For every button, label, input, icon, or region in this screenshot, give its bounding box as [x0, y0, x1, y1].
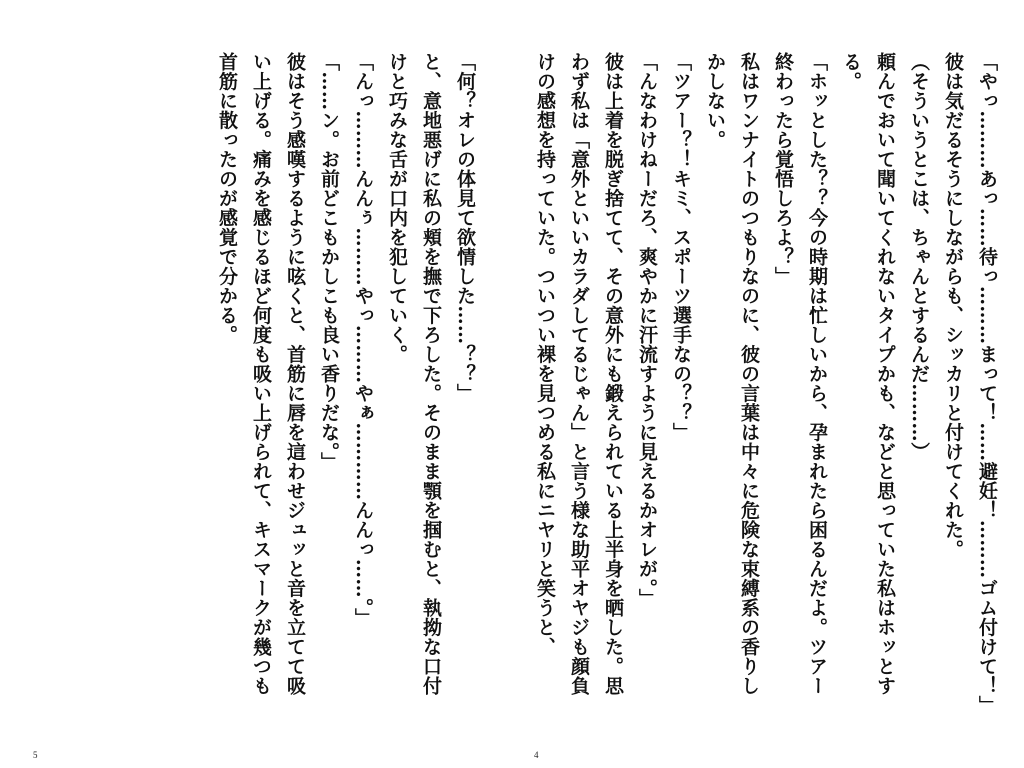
- paragraph: 「んなわけねーだろ、爽やかに汗流すように見えるかオレが。」: [636, 52, 658, 608]
- paragraph: 「んっ………んんぅ………やっ………やぁ…………んんっ……。」: [352, 52, 374, 628]
- paragraph: と、意地悪げに私の頬を撫で下ろした。そのまま顎を掴むと、執拗な口付けと巧みな舌が口内を犯していく。: [386, 52, 442, 696]
- paragraph: （そういうとこは、ちゃんとするんだ………）: [908, 52, 930, 462]
- paragraph: 彼はそう感嘆するように呟くと、首筋に唇を這わせジュッと音を立てて吸い上げる。痛みを感じるほど何度も吸い上げられて、キスマークが幾つも首筋に散ったのが感覚で分かる。: [216, 52, 306, 696]
- paragraph: 彼は気だるそうにしながらも、シッカリと付けてくれた。: [942, 52, 964, 559]
- right-page-text: [534, 52, 1004, 715]
- left-page-text: [42, 52, 482, 712]
- paragraph: 「やっ………あっ……待っ………まって！……避妊！………ゴム付けて！」: [976, 52, 998, 715]
- paragraph: 「……ン。お前どこもかしこも良い香りだな。」: [318, 52, 340, 472]
- page-number: 4: [534, 750, 539, 760]
- paragraph: 「何？オレの体見て欲情した……？？」: [454, 52, 476, 403]
- paragraph: 「ツアー？！キミ、スポーツ選手なの？？」: [670, 52, 692, 442]
- paragraph: 頼んでおいて聞いてくれないタイプかも、などと思っていた私はホッとする。: [840, 52, 896, 696]
- paragraph: 私はワンナイトのつもりなのに、彼の言葉は中々に危険な束縛系の香りしかしない。: [704, 52, 760, 696]
- right-page: [512, 0, 1024, 768]
- paragraph: 彼は上着を脱ぎ捨てて、その意外にも鍛えられている上半身を晒した。思わず私は「意外といいカラダしてるじゃん」と言う様な助平オヤジも顔負けの感想を持っていた。ついつい裸を見つめる私にニヤリと笑うと、: [534, 52, 624, 696]
- page-number: 5: [33, 750, 38, 760]
- paragraph: 「ホッとした？？今の時期は忙しいから、孕まれたら困るんだよ。ツアー終わったら覚悟しろよ？」: [772, 52, 828, 696]
